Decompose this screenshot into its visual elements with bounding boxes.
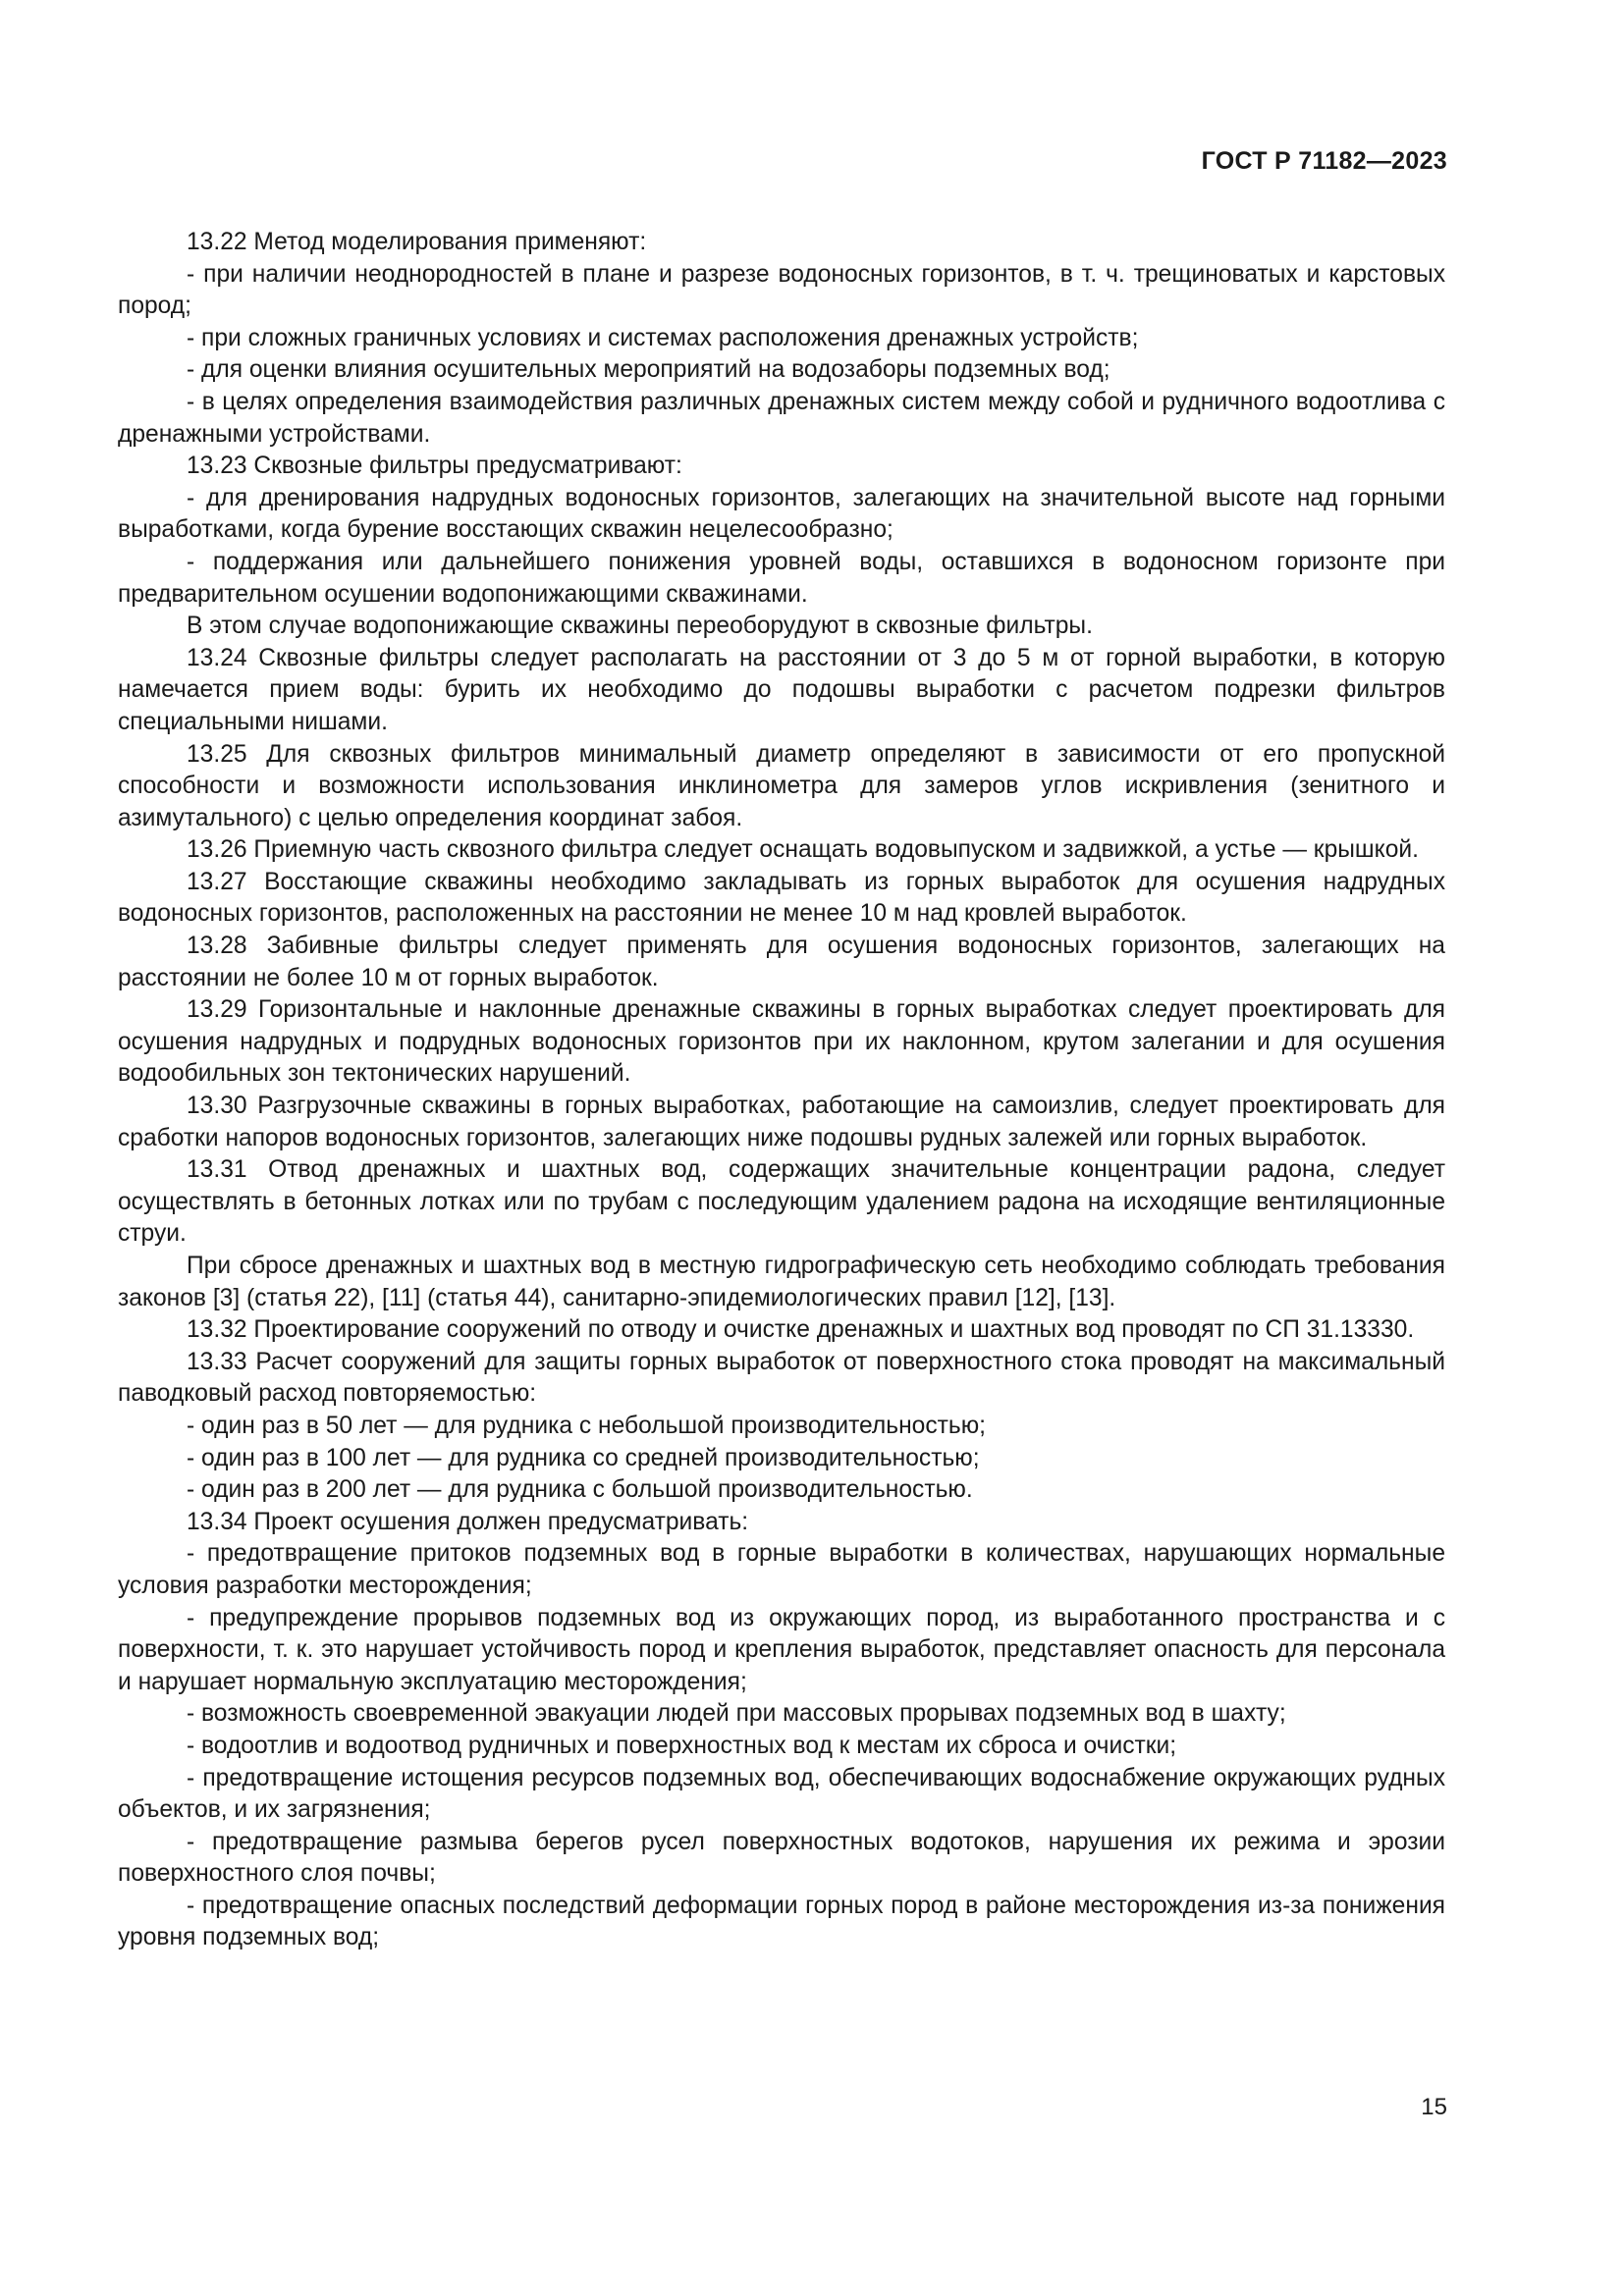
paragraph-13-24: 13.24 Сквозные фильтры следует располагать на расстоянии от 3 до 5 м от горной выработки, в которую намечается прием воды: бурить их необходимо до подошвы выработки с расчетом подрезки фильтров специальными нишами.	[118, 644, 1445, 735]
list-item: - поддержания или дальнейшего понижения уровней воды, оставшихся в водоносном горизонте при предварительном осушении водопонижающими скважинами.	[118, 548, 1445, 608]
list-item: - предотвращение размыва берегов русел поверхностных водотоков, нарушения их режима и эрозии поверхностного слоя почвы;	[118, 1828, 1445, 1888]
list-item: - один раз в 100 лет — для рудника со средней производительностью;	[187, 1444, 980, 1471]
paragraph-13-28: 13.28 Забивные фильтры следует применять для осушения водоносных горизонтов, залегающих на расстоянии не более 10 м от горных выработок.	[118, 933, 1445, 991]
page-number: 15	[1421, 2094, 1447, 2120]
list-item: - предотвращение истощения ресурсов подземных вод, обеспечивающих водоснабжение окружающих рудных объектов, и их загрязнения;	[118, 1764, 1445, 1824]
paragraph-13-31: 13.31 Отвод дренажных и шахтных вод, содержащих значительные концентрации радона, следует осуществлять в бетонных лотках или по трубам с последующим удалением радона на исходящие вентиляционные струи.	[118, 1156, 1445, 1248]
list-item: - в целях определения взаимодействия различных дренажных систем между собой и рудничного водоотлива с дренажными устройствами.	[118, 388, 1445, 448]
list-item: - предотвращение притоков подземных вод в горные выработки в количествах, нарушающих нормальные условия разработки месторождения;	[118, 1540, 1445, 1599]
list-item: - предотвращение опасных последствий деформации горных пород в районе месторождения из-за понижения уровня подземных вод;	[118, 1892, 1445, 1951]
list-item: - один раз в 200 лет — для рудника с большой производительностью.	[187, 1476, 973, 1504]
list-item: - для оценки влияния осушительных мероприятий на водозаборы подземных вод;	[187, 356, 1110, 384]
paragraph-13-27: 13.27 Восстающие скважины необходимо закладывать из горных выработок для осушения надрудных водоносных горизонтов, расположенных на расстоянии не менее 10 м над кровлей выработок.	[118, 868, 1445, 928]
paragraph: В этом случае водопонижающие скважины переоборудуют в сквозные фильтры.	[187, 613, 1093, 640]
paragraph-13-32: 13.32 Проектирование сооружений по отводу и очистке дренажных и шахтных вод проводят по СП 31.13330.	[187, 1316, 1415, 1344]
list-item: - при наличии неоднородностей в плане и разрезе водоносных горизонтов, в т. ч. трещиноватых и карстовых пород;	[118, 260, 1445, 320]
list-item: - предупреждение прорывов подземных вод из окружающих пород, из выработанного пространства и с поверхности, т. к. это нарушает устойчивость пород и крепления выработок, представляет опасность для персонала и нарушает нормальную эксплуатацию месторождения;	[118, 1604, 1445, 1695]
paragraph: При сбросе дренажных и шахтных вод в местную гидрографическую сеть необходимо соблюдать требования законов [3] (статья 22), [11] (статья 44), санитарно-эпидемиологических правил [12], [13].	[118, 1253, 1445, 1311]
paragraph-13-33: 13.33 Расчет сооружений для защиты горных выработок от поверхностного стока проводят на максимальный паводковый расход повторяемостью:	[118, 1348, 1445, 1408]
paragraph-13-23: 13.23 Сквозные фильтры предусматривают:	[187, 453, 682, 480]
paragraph-13-34: 13.34 Проект осушения должен предусматривать:	[187, 1508, 749, 1535]
list-item: - водоотлив и водоотвод рудничных и поверхностных вод к местам их сброса и очистки;	[187, 1732, 1177, 1759]
paragraph-13-26: 13.26 Приемную часть сквозного фильтра следует оснащать водовыпуском и задвижкой, а устье — крышкой.	[187, 836, 1419, 864]
list-item: - при сложных граничных условиях и системах расположения дренажных устройств;	[187, 324, 1139, 351]
document-body	[118, 227, 1445, 1954]
document-header: ГОСТ Р 71182—2023	[1201, 147, 1447, 175]
paragraph-13-25: 13.25 Для сквозных фильтров минимальный диаметр определяют в зависимости от его пропускной способности и возможности использования инклинометра для замеров углов искривления (зенитного и азимутального) с целью определения координат забоя.	[118, 740, 1445, 831]
list-item: - один раз в 50 лет — для рудника с небольшой производительностью;	[187, 1412, 986, 1439]
paragraph-13-22: 13.22 Метод моделирования применяют:	[187, 229, 647, 255]
paragraph-13-29: 13.29 Горизонтальные и наклонные дренажные скважины в горных выработках следует проектировать для осушения надрудных и подрудных водоносных горизонтов при их наклонном, крутом залегании и для осушения водообильных зон тектонических нарушений.	[118, 996, 1445, 1088]
paragraph-13-30: 13.30 Разгрузочные скважины в горных выработках, работающие на самоизлив, следует проектировать для сработки напоров водоносных горизонтов, залегающих ниже подошвы рудных залежей или горных выработок.	[118, 1093, 1445, 1151]
list-item: - для дренирования надрудных водоносных горизонтов, залегающих на значительной высоте над горными выработками, когда бурение восстающих скважин нецелесообразно;	[118, 484, 1445, 544]
list-item: - возможность своевременной эвакуации людей при массовых прорывах подземных вод в шахту;	[187, 1700, 1286, 1728]
